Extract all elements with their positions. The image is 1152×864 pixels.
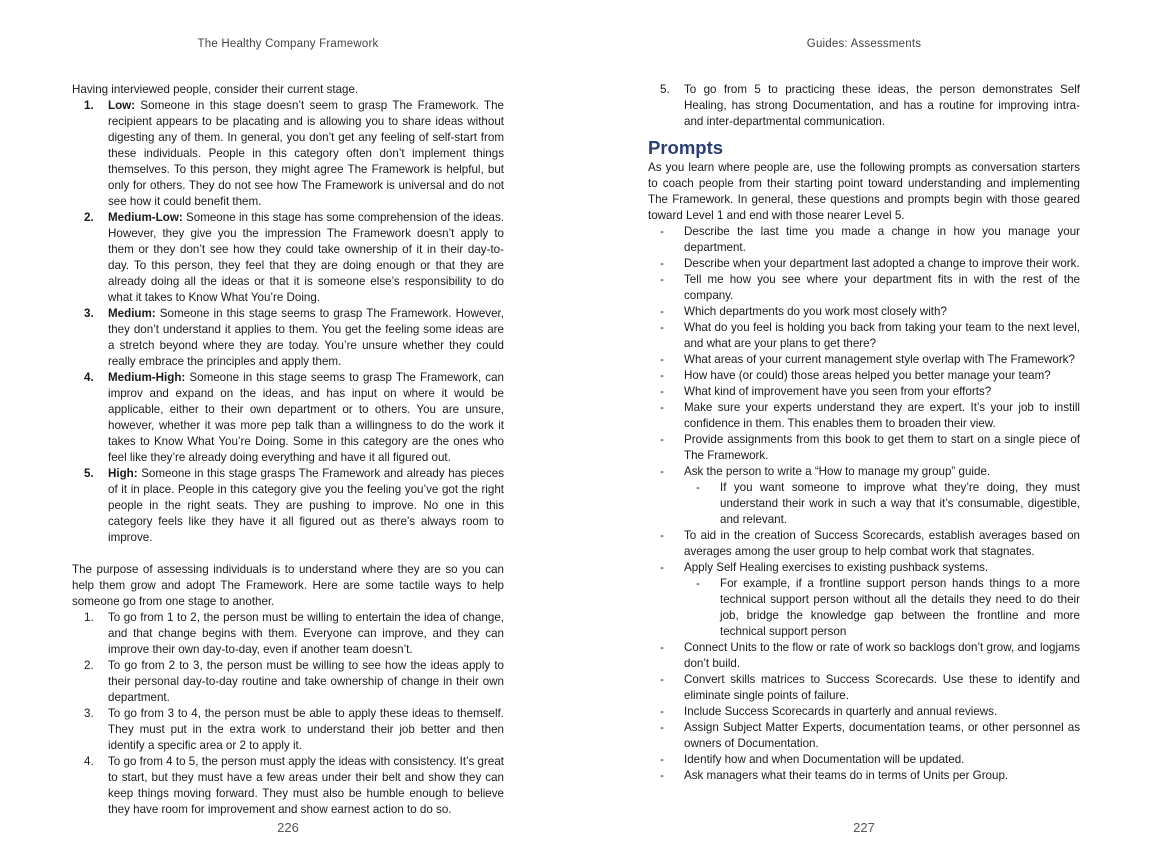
stage-description: Someone in this stage has some comprehension of the ideas. However, they give you the impression The Framework doesn’t apply to them or they don’t see how they could take ownership of it in their day-to-day. To this person, they feel that they are doing enough or that they are already doing all the ideas or that it is someone else’s responsibility to do what it takes to Know What You’re Doing. — [108, 211, 504, 304]
prompt-text: Convert skills matrices to Success Scorecards. Use these to identify and eliminate single points of failure. — [684, 673, 1080, 702]
stage-label: Low: — [108, 99, 136, 112]
bullet-dash: - — [660, 273, 664, 286]
stage-description: Someone in this stage seems to grasp The Framework. However, they don’t understand it applies to them. You get the feeling some ideas are a stretch beyond where they are today. You’re unsure whether they could really embrace the principles and apply them. — [108, 307, 504, 368]
bullet-dash: - — [660, 721, 664, 734]
prompt-text: To aid in the creation of Success Scorecards, establish averages based on averages among the user group to help combat work that stagnates. — [684, 529, 1080, 558]
bullet-dash: - — [660, 673, 664, 686]
sub-prompt-text: If you want someone to improve what they’re doing, they must understand their work in such a way that it’s consumable, digestible, and relevant. — [720, 481, 1080, 526]
prompt-item — [648, 464, 1080, 528]
running-header-right: Guides: Assessments — [806, 38, 922, 50]
step-text: To go from 4 to 5, the person must apply the ideas with consistency. It’s great to start, but they must have a few areas under their belt and show they can keep things moving forward. They must also be humble enough to believe they have room for improvement and show earnest action to do so. — [108, 755, 504, 816]
prompt-text: Describe the last time you made a change in how you manage your department. — [684, 225, 1080, 254]
prompt-item — [648, 272, 1080, 304]
purpose-paragraph: The purpose of assessing individuals is to understand where they are so you can help them grow and adopt The Framework. Here are some tactile ways to help someone go from one stage to another. — [72, 563, 504, 608]
running-header-left: The Healthy Company Framework — [197, 38, 379, 50]
step-item — [72, 658, 504, 706]
prompt-text: Describe when your department last adopted a change to improve their work. — [684, 257, 1080, 270]
list-number: 2. — [84, 659, 94, 672]
prompt-item — [648, 352, 1080, 368]
bullet-dash: - — [660, 641, 664, 654]
intro-paragraph: Having interviewed people, consider their current stage. — [72, 83, 359, 96]
prompt-text: Provide assignments from this book to get them to start on a single piece of The Framework. — [684, 433, 1080, 462]
prompt-item — [648, 768, 1080, 784]
prompt-item — [648, 320, 1080, 352]
prompt-text: Apply Self Healing exercises to existing pushback systems. — [684, 561, 989, 574]
sub-prompt-item — [684, 480, 1080, 528]
step-text: To go from 1 to 2, the person must be willing to entertain the idea of change, and that change begins with them. Everyone can improve, and they can improve their own day-to-day, even if another team doesn’t. — [108, 611, 504, 656]
prompt-item — [648, 224, 1080, 256]
list-number: 3. — [84, 707, 94, 720]
stage-description: Someone in this stage seems to grasp The Framework, can improv and expand on the ideas, and has input on where it would be applicable, either to their own department or to others. You are unsure, however, whether it was more pep talk than a willingness to do the work it takes to Know What You’re Doing. Some in this category are the ones who feel like they’re already doing everything and have it all figured out. — [108, 371, 504, 464]
stage-list — [72, 98, 504, 546]
prompts-intro-paragraph: As you learn where people are, use the following prompts as conversation starters to coach people from their starting point toward understanding and implementing The Framework. In general, these questions and prompts begin with those geared toward Level 1 and end with those nearer Level 5. — [648, 161, 1080, 222]
left-page-body — [72, 82, 504, 818]
sub-prompt-item — [684, 576, 1080, 640]
step-text: To go from 5 to practicing these ideas, the person demonstrates Self Healing, has strong Documentation, and has a routine for improving intra- and inter-departmental communication. — [684, 83, 1080, 128]
prompt-text: Identify how and when Documentation will be updated. — [684, 753, 965, 766]
prompt-item — [648, 560, 1080, 640]
page-number-right: 227 — [853, 820, 875, 835]
prompt-item — [648, 720, 1080, 752]
prompt-item — [648, 528, 1080, 560]
prompt-text: What kind of improvement have you seen from your efforts? — [684, 385, 992, 398]
prompt-text: Assign Subject Matter Experts, documentation teams, or other personnel as owners of Documentation. — [684, 721, 1080, 750]
right-page-body — [648, 82, 1080, 784]
bullet-dash: - — [696, 577, 700, 590]
bullet-dash: - — [660, 433, 664, 446]
prompt-text: Ask the person to write a “How to manage my group” guide. — [684, 465, 991, 478]
prompt-text: Ask managers what their teams do in terms of Units per Group. — [684, 769, 1009, 782]
bullet-dash: - — [660, 769, 664, 782]
bullet-dash: - — [660, 321, 664, 334]
prompt-item — [648, 640, 1080, 672]
list-number: 5. — [660, 83, 670, 96]
prompt-item — [648, 704, 1080, 720]
page-number-left: 226 — [277, 820, 299, 835]
stage-item — [72, 98, 504, 210]
prompt-text: Connect Units to the flow or rate of work so backlogs don’t grow, and logjams don’t build. — [684, 641, 1080, 670]
bullet-dash: - — [660, 225, 664, 238]
prompt-text: Include Success Scorecards in quarterly and annual reviews. — [684, 705, 998, 718]
prompt-item — [648, 384, 1080, 400]
stage-label: Medium-Low: — [108, 211, 183, 224]
bullet-dash: - — [660, 257, 664, 270]
bullet-dash: - — [696, 481, 700, 494]
sub-prompt-text: For example, if a frontline support person hands things to a more technical support person without all the details they need to do their job, bridge the knowledge gap between the frontline and more technical support person — [720, 577, 1080, 638]
sub-prompt-list — [684, 480, 1080, 528]
stage-item — [72, 306, 504, 370]
bullet-dash: - — [660, 529, 664, 542]
list-number: 4. — [84, 371, 94, 384]
sub-prompt-list — [684, 576, 1080, 640]
list-number: 4. — [84, 755, 94, 768]
list-number: 5. — [84, 467, 94, 480]
step-item — [72, 610, 504, 658]
bullet-dash: - — [660, 401, 664, 414]
prompt-text: Make sure your experts understand they are expert. It’s your job to instill confidence in them. This enables them to broaden their view. — [684, 401, 1080, 430]
stage-description: Someone in this stage grasps The Framework and already has pieces of it in place. People in this category give you the feeling you’ve got the right people in the right seats. They are pushing to improve. No one in this category feels like they have it all figured out as there’s always room to improve. — [108, 467, 504, 544]
prompt-item — [648, 256, 1080, 272]
step-item — [648, 82, 1080, 130]
list-number: 3. — [84, 307, 94, 320]
prompt-text: What areas of your current management style overlap with The Framework? — [684, 353, 1075, 366]
step-list — [72, 610, 504, 818]
list-number: 1. — [84, 611, 94, 624]
prompt-item — [648, 400, 1080, 432]
prompt-item — [648, 432, 1080, 464]
stage-description: Someone in this stage doesn’t seem to grasp The Framework. The recipient appears to be placating and is allowing you to share ideas without digesting any of them. In general, you don’t get any feeling of self-start from these individuals. People in this category often don’t implement things themselves. To this person, they might agree The Framework is helpful, but only for others. They do not see how The Framework is universal and do not see how it could benefit them. — [108, 99, 504, 208]
stage-item — [72, 466, 504, 546]
bullet-dash: - — [660, 385, 664, 398]
right-page — [648, 0, 1080, 864]
stage-label: High: — [108, 467, 138, 480]
bullet-dash: - — [660, 705, 664, 718]
prompt-text: What do you feel is holding you back from taking your team to the next level, and what are your plans to get there? — [684, 321, 1080, 350]
prompt-text: How have (or could) those areas helped you better manage your team? — [684, 369, 1051, 382]
step-item — [72, 706, 504, 754]
bullet-dash: - — [660, 369, 664, 382]
step-text: To go from 2 to 3, the person must be willing to see how the ideas apply to their personal day-to-day routine and take ownership of change in their own department. — [108, 659, 504, 704]
list-number: 1. — [84, 99, 94, 112]
stage-item — [72, 210, 504, 306]
bullet-dash: - — [660, 561, 664, 574]
step-item — [72, 754, 504, 818]
step-text: To go from 3 to 4, the person must be able to apply these ideas to themself. They must put in the extra work to understand their job better and then identify a specific area or 2 to apply it. — [108, 707, 504, 752]
prompt-text: Which departments do you work most closely with? — [684, 305, 947, 318]
bullet-dash: - — [660, 353, 664, 366]
prompt-item — [648, 752, 1080, 768]
prompt-item — [648, 304, 1080, 320]
stage-item — [72, 370, 504, 466]
prompt-item — [648, 672, 1080, 704]
prompt-item — [648, 368, 1080, 384]
step-list-continued — [648, 82, 1080, 130]
list-number: 2. — [84, 211, 94, 224]
prompt-list — [648, 224, 1080, 784]
stage-label: Medium-High: — [108, 371, 186, 384]
paragraph-spacer — [72, 546, 504, 562]
bullet-dash: - — [660, 305, 664, 318]
prompt-text: Tell me how you see where your department fits in with the rest of the company. — [684, 273, 1080, 302]
section-heading-prompts: Prompts — [648, 137, 724, 158]
stage-label: Medium: — [108, 307, 156, 320]
left-page — [72, 0, 504, 864]
bullet-dash: - — [660, 465, 664, 478]
bullet-dash: - — [660, 753, 664, 766]
